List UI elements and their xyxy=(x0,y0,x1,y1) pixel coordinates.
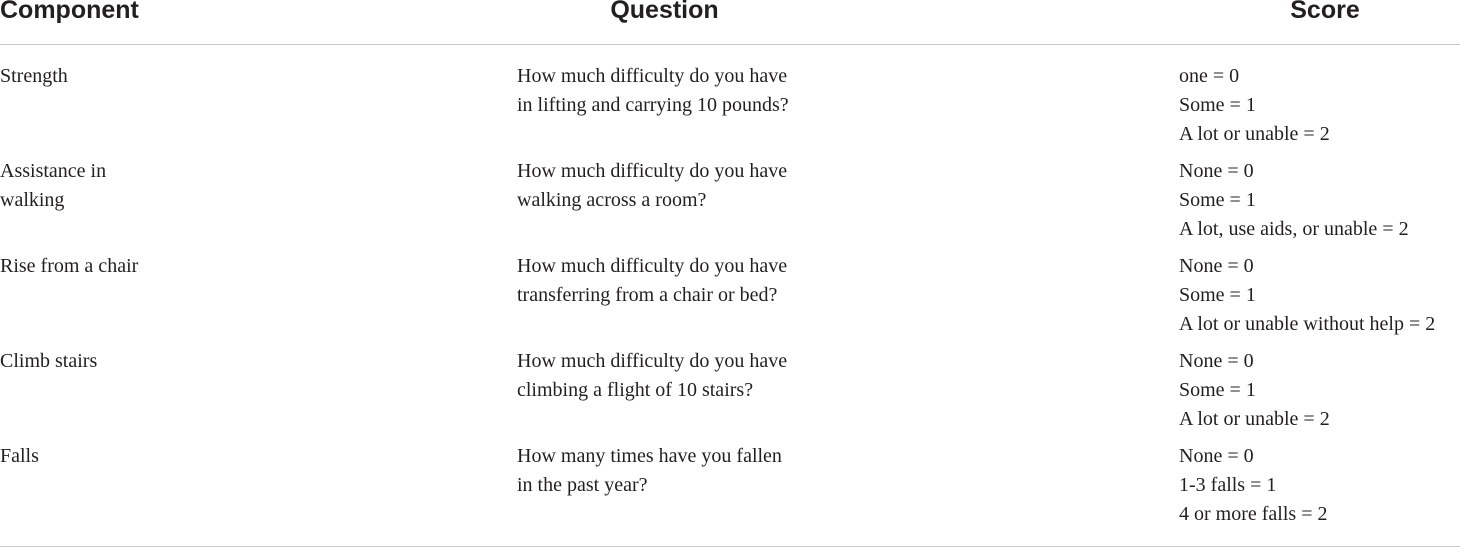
component-cell: Assistance in walking xyxy=(0,160,107,211)
table-header xyxy=(0,0,1460,44)
header-component: Component xyxy=(0,0,139,24)
component-cell: Falls xyxy=(0,445,39,467)
component-cell: Strength xyxy=(0,65,68,87)
question-cell: How much difficulty do you have transferring from a chair or bed? xyxy=(517,255,788,306)
score-cell: None = 0 Some = 1 A lot or unable without help = 2 xyxy=(1179,255,1436,335)
score-cell: None = 0 Some = 1 A lot or unable = 2 xyxy=(1179,350,1330,430)
question-cell: How much difficulty do you have in lifting and carrying 10 pounds? xyxy=(517,65,789,116)
score-cell: one = 0 Some = 1 A lot or unable = 2 xyxy=(1179,65,1330,145)
question-cell: How much difficulty do you have climbing a flight of 10 stairs? xyxy=(517,350,788,401)
component-cell: Climb stairs xyxy=(0,350,98,372)
question-cell: How much difficulty do you have walking across a room? xyxy=(517,160,788,211)
header-score: Score xyxy=(1290,0,1360,24)
score-cell: None = 0 Some = 1 A lot, use aids, or unable = 2 xyxy=(1179,160,1409,240)
table-bottom-divider xyxy=(0,546,1460,547)
header-question: Question xyxy=(610,0,719,24)
score-cell: None = 0 1-3 falls = 1 4 or more falls = 2 xyxy=(1179,445,1328,525)
question-cell: How many times have you fallen in the past year? xyxy=(517,445,782,496)
component-cell: Rise from a chair xyxy=(0,255,139,277)
header-divider xyxy=(0,44,1460,45)
